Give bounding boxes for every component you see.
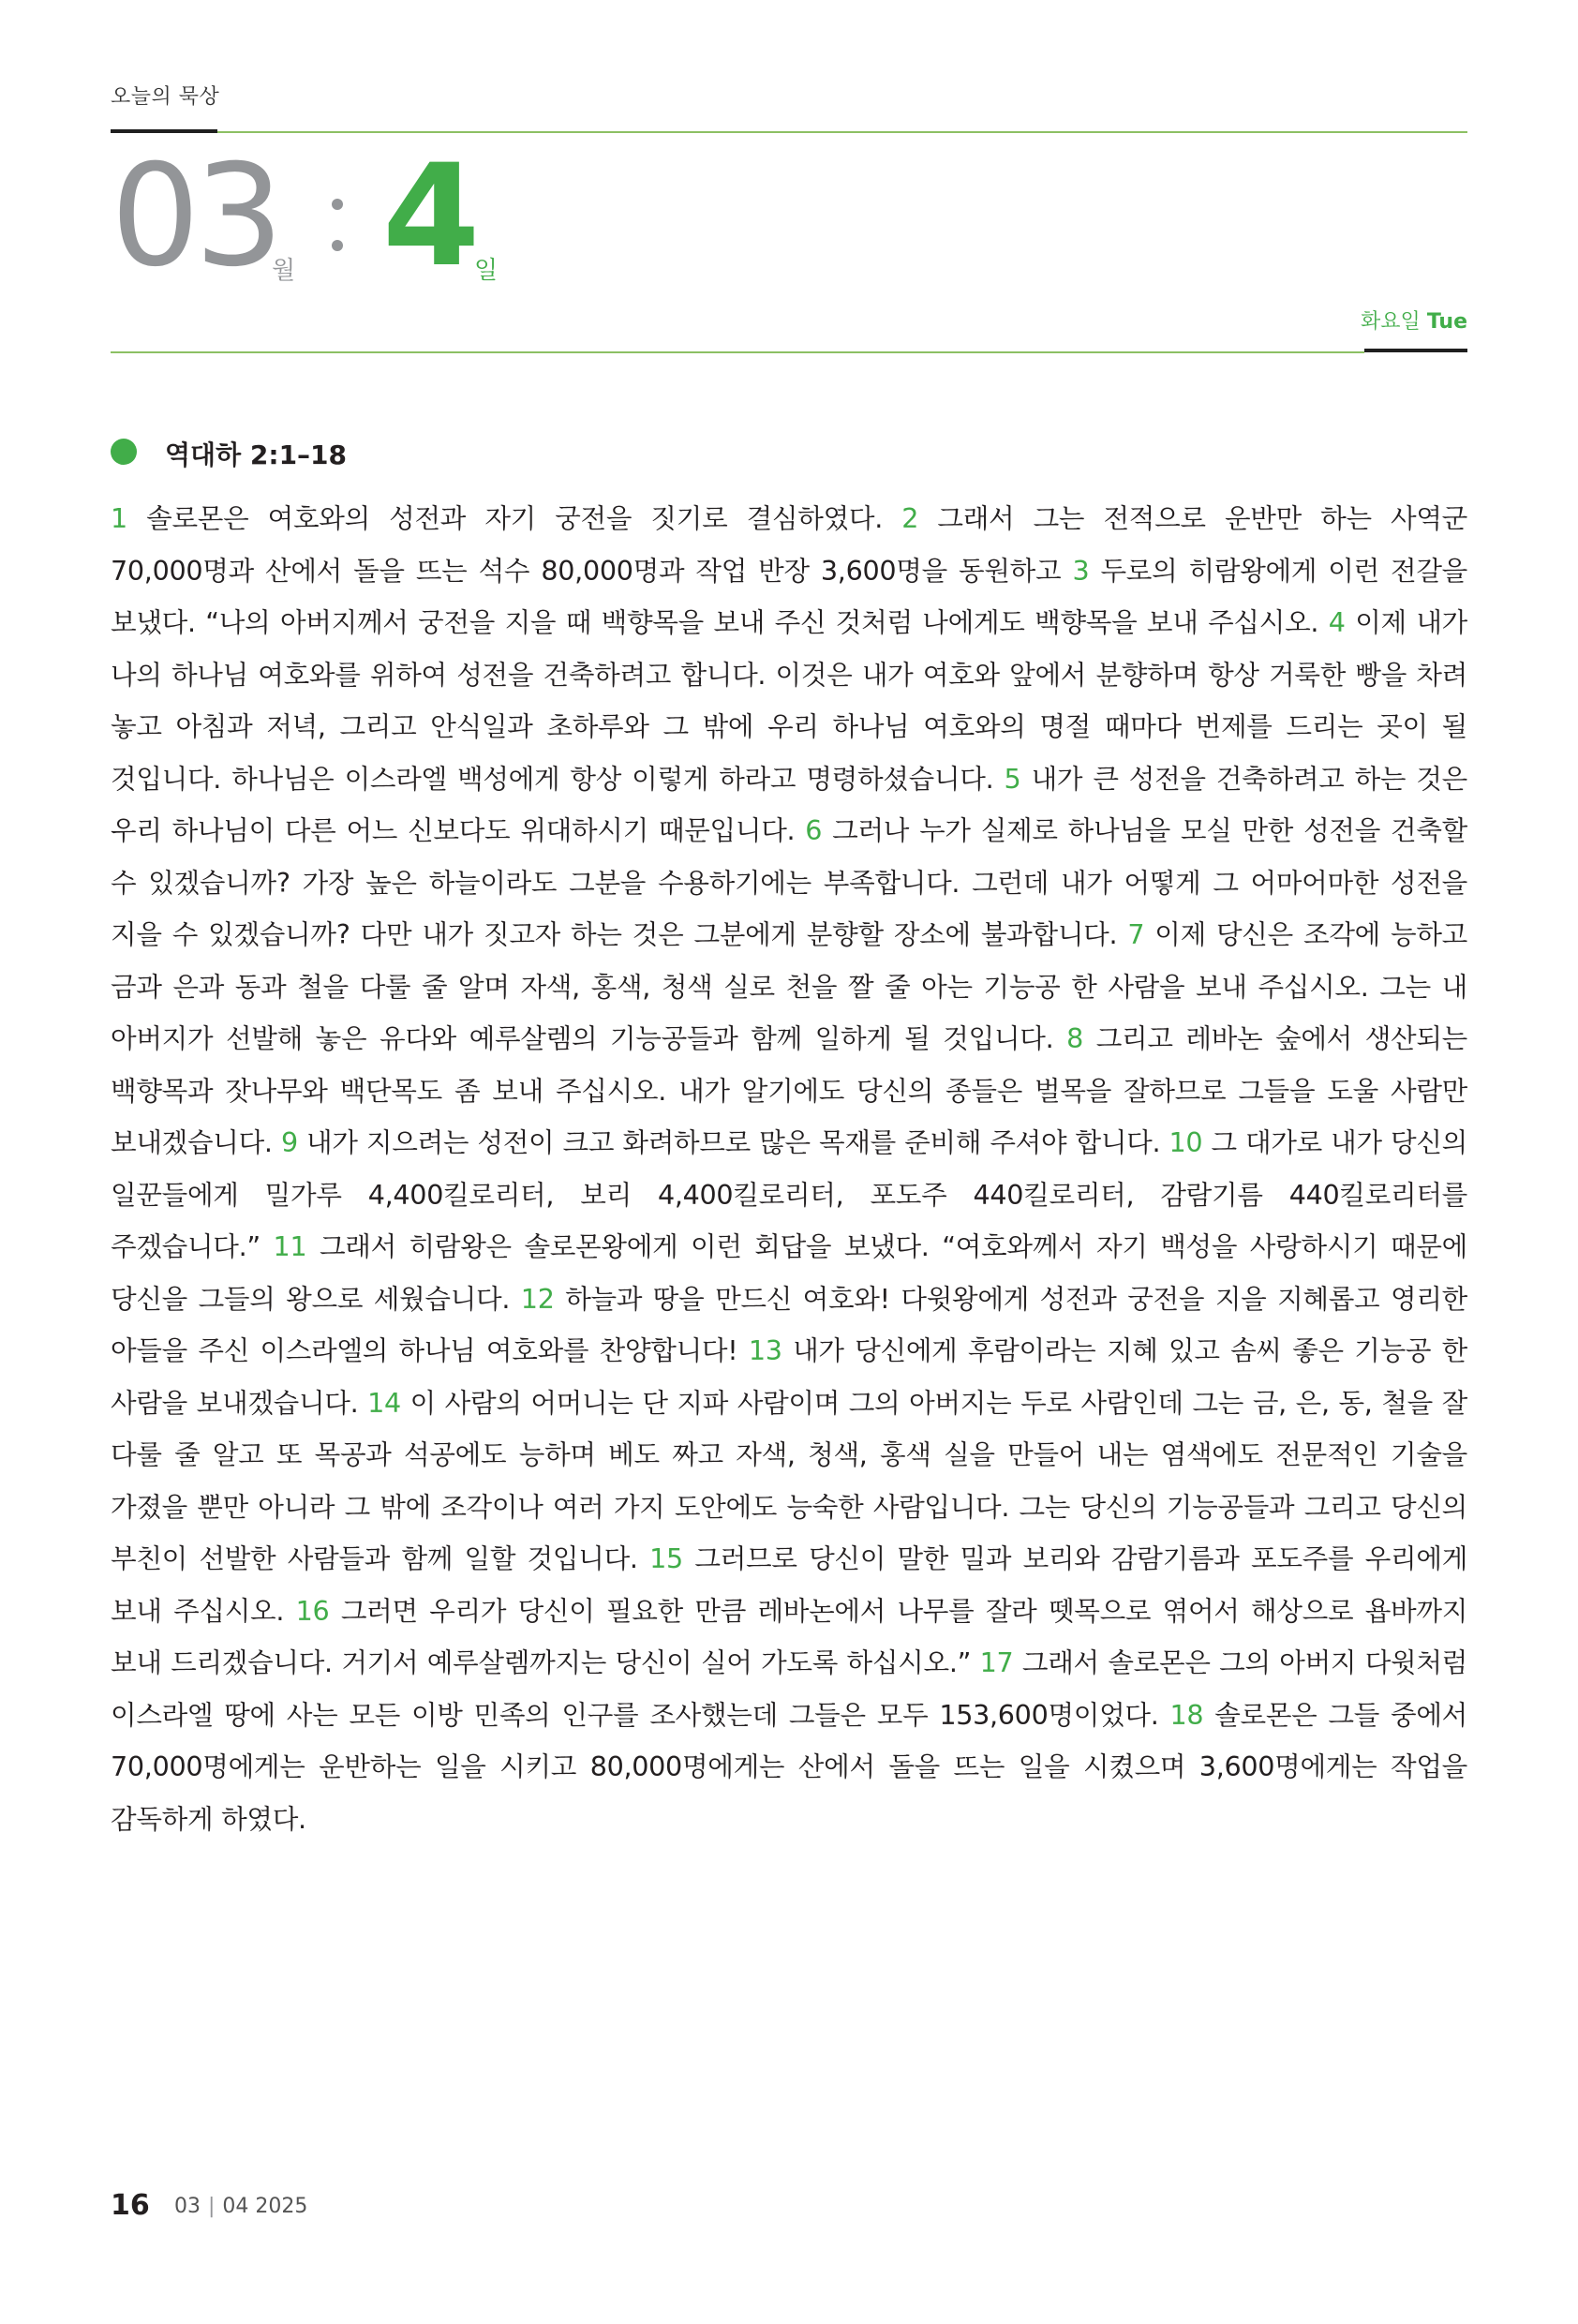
scripture-reference: 역대하 2:1–18 bbox=[165, 439, 348, 470]
verse-number: 17 bbox=[979, 1646, 1014, 1678]
verse-text: 이 사람의 어머니는 단 지파 사람이며 그의 아버지는 두로 사람인데 그는 금, 은, 동, 철을 잘 다룰 줄 알고 또 목공과 석공에도 능하며 베도 짜고 자색, 청색, 홍색 실을 만들어 내는 염색에도 전문적인 기술을 가졌을 뿐만 아니라 그 밖에 조각이나 여러 가지 도안에도 능숙한 사람입니다. 그는 당신의 기능공들과 그리고 당신의 부친이 선발한 사람들과 함께 일할 것입니다. bbox=[111, 1386, 1467, 1574]
verse-text: 그리고 레바논 숲에서 생산되는 백향목과 잣나무와 백단목도 좀 보내 주십시오. 내가 알기에도 당신의 종들은 벌목을 잘하므로 그들을 도울 사람만 보내겠습니다. bbox=[111, 1022, 1467, 1158]
weekday bbox=[1361, 305, 1467, 335]
verse-number: 15 bbox=[649, 1542, 683, 1574]
scripture-passage bbox=[111, 493, 1467, 1845]
verse-text: 내가 지으려는 성전이 크고 화려하므로 많은 목재를 준비해 주셔야 합니다. bbox=[306, 1126, 1161, 1158]
weekday-rule bbox=[1364, 349, 1467, 352]
verse-text: 이제 당신은 조각에 능하고 금과 은과 동과 철을 다룰 줄 알며 자색, 홍색, 청색 실로 천을 짤 줄 아는 기능공 한 사람을 보내 주십시오. 그는 내 아버지가 선발해 놓은 유다와 예루살렘의 기능공들과 함께 일하게 될 것입니다. bbox=[111, 918, 1467, 1054]
verse-text: 내가 당신에게 후람이라는 지혜 있고 솜씨 좋은 기능공 한 사람을 보내겠습니다. bbox=[111, 1334, 1467, 1419]
verse-text: 이제 내가 나의 하나님 여호와를 위하여 성전을 건축하려고 합니다. 이것은 내가 여호와 앞에서 분향하며 항상 거룩한 빵을 차려 놓고 아침과 저녁, 그리고 안식일과 초하루와 그 밖에 우리 하나님 여호와의 명절 때마다 번제를 드리는 곳이 될 것입니다. 하나님은 이스라엘 백성에게 항상 이렇게 하라고 명령하셨습니다. bbox=[111, 606, 1468, 795]
issue-month: 03 bbox=[174, 2195, 201, 2218]
verse-number: 10 bbox=[1169, 1126, 1203, 1158]
verse-number: 9 bbox=[280, 1126, 298, 1158]
issue-separator: | bbox=[208, 2195, 216, 2218]
verse-text: 그래서 히람왕은 솔로몬왕에게 이런 회답을 보냈다. “여호와께서 자기 백성을 사랑하시기 때문에 당신을 그들의 왕으로 세웠습니다. bbox=[111, 1230, 1467, 1315]
verse-text: 그러므로 당신이 말한 밀과 보리와 감람기름과 포도주를 우리에게 보내 주십시오. bbox=[111, 1542, 1468, 1627]
header-rule-accent bbox=[111, 129, 217, 133]
verse-text: 그러면 우리가 당신이 필요한 만큼 레바논에서 나무를 잘라 뗏목으로 엮어서 해상으로 욥바까지 보내 드리겠습니다. 거기서 예루살렘까지는 당신이 실어 가도록 하십시오.” bbox=[111, 1594, 1468, 1678]
verse-number: 3 bbox=[1072, 554, 1090, 587]
date-rule bbox=[111, 351, 1364, 353]
verse-text: 그래서 그는 전적으로 운반만 하는 사역군 70,000명과 산에서 돌을 뜨는 석수 80,000명과 작업 반장 3,600명을 동원하고 bbox=[111, 502, 1467, 587]
bullet-dot-icon bbox=[111, 439, 137, 465]
verse-number: 5 bbox=[1004, 762, 1021, 795]
verse-number: 18 bbox=[1169, 1698, 1204, 1731]
verse-text: 그래서 솔로몬은 그의 아버지 다윗처럼 이스라엘 땅에 사는 모든 이방 민족의 인구를 조사했는데 그들은 모두 153,600명이었다. bbox=[111, 1646, 1467, 1731]
page-number: 16 bbox=[111, 2189, 150, 2222]
verse-number: 8 bbox=[1066, 1022, 1083, 1054]
verse-text: 내가 큰 성전을 건축하려고 하는 것은 우리 하나님이 다른 어느 신보다도 위대하시기 때문입니다. bbox=[111, 762, 1467, 846]
section-label: 오늘의 묵상 bbox=[111, 85, 220, 109]
verse-text: 솔로몬은 그들 중에서 70,000명에게는 운반하는 일을 시키고 80,000명에게는 산에서 돌을 뜨는 일을 시켰으며 3,600명에게는 작업을 감독하게 하였다. bbox=[111, 1698, 1467, 1835]
verse-text: 그 대가로 내가 당신의 일꾼들에게 밀가루 4,400킬로리터, 보리 4,400킬로리터, 포도주 440킬로리터, 감람기름 440킬로리터를 주겠습니다.” bbox=[111, 1126, 1467, 1262]
date-month-unit: 월 bbox=[272, 257, 296, 285]
weekday-english: Tue bbox=[1426, 310, 1467, 334]
date-separator bbox=[332, 199, 345, 261]
verse-number: 13 bbox=[748, 1334, 782, 1366]
weekday-korean: 화요일 bbox=[1361, 310, 1421, 334]
verse-number: 11 bbox=[273, 1230, 307, 1262]
verse-text: 그러나 누가 실제로 하나님을 모실 만한 성전을 건축할 수 있겠습니까? 가장 높은 하늘이라도 그분을 수용하기에는 부족합니다. 그런데 내가 어떻게 그 어마어마한 성전을 지을 수 있겠습니까? 다만 내가 짓고자 하는 것은 그분에게 분향할 장소에 불과합니다. bbox=[111, 814, 1467, 950]
date-month: 03 bbox=[111, 135, 278, 298]
header-rule bbox=[217, 131, 1467, 133]
issue-year: 04 2025 bbox=[222, 2195, 308, 2218]
issue-info bbox=[174, 2195, 307, 2218]
verse-text: 하늘과 땅을 만드신 여호와! 다윗왕에게 성전과 궁전을 지을 지혜롭고 영리한 아들을 주신 이스라엘의 하나님 여호와를 찬양합니다! bbox=[111, 1282, 1467, 1366]
date-day-unit: 일 bbox=[474, 257, 499, 285]
verse-number: 1 bbox=[111, 502, 127, 534]
verse-text: 두로의 히람왕에게 이런 전갈을 보냈다. “나의 아버지께서 궁전을 지을 때 백향목을 보내 주신 것처럼 나에게도 백향목을 보내 주십시오. bbox=[111, 554, 1467, 638]
date-day: 4 bbox=[382, 135, 477, 298]
verse bbox=[111, 502, 883, 534]
verse-text: 솔로몬은 여호와의 성전과 자기 궁전을 짓기로 결심하였다. bbox=[146, 502, 884, 534]
verse-number: 16 bbox=[295, 1594, 330, 1627]
verse-number: 7 bbox=[1127, 918, 1145, 950]
verse-number: 12 bbox=[520, 1282, 555, 1315]
verse-number: 14 bbox=[367, 1386, 401, 1419]
verse-number: 4 bbox=[1328, 606, 1346, 638]
verse-number: 2 bbox=[901, 502, 919, 534]
verse bbox=[281, 1126, 1160, 1158]
verse-number: 6 bbox=[805, 814, 823, 846]
